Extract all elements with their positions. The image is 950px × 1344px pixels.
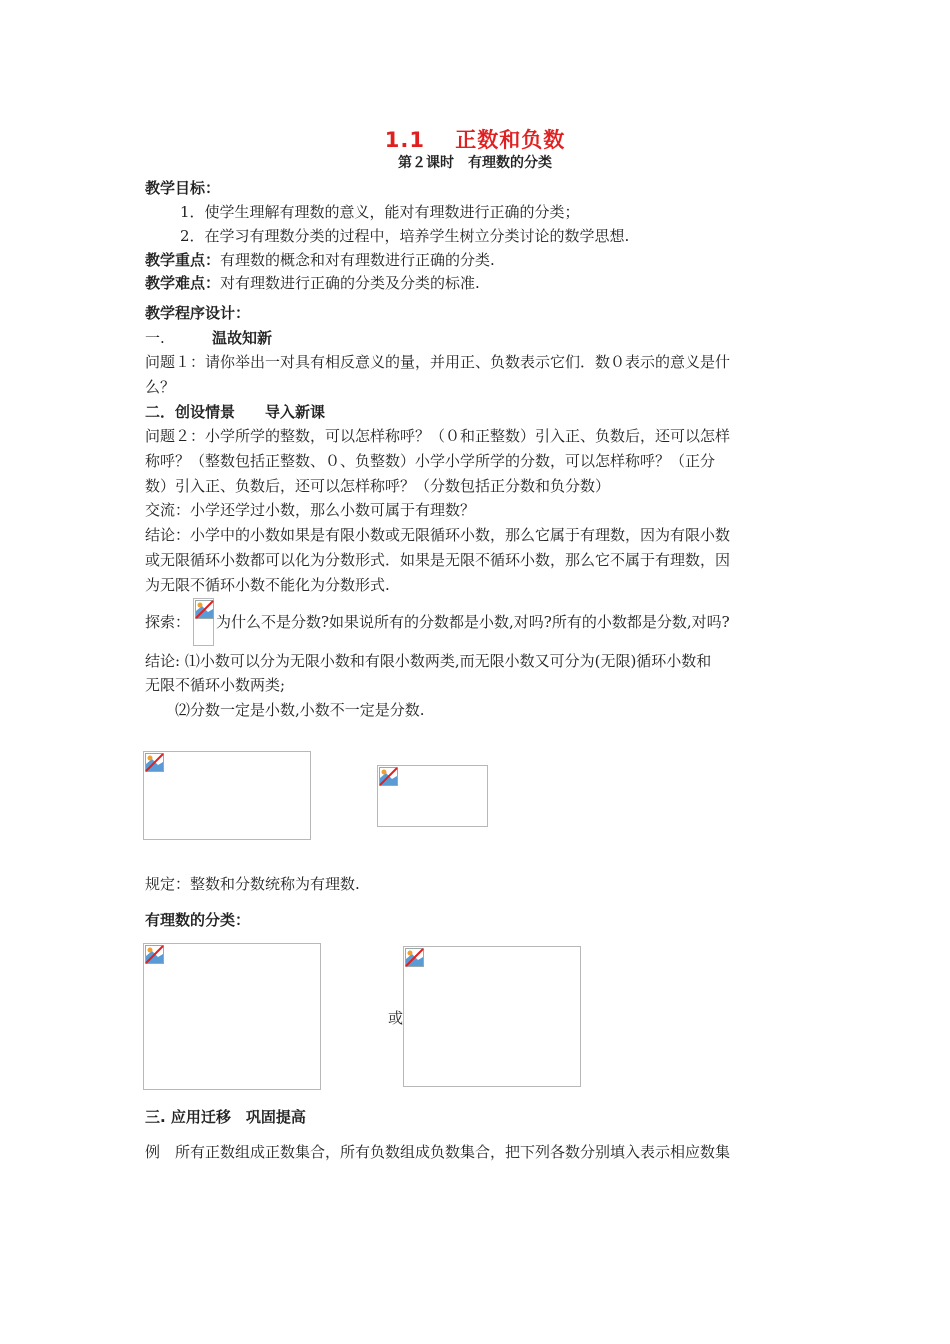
objective-item-2: 2．在学习有理数分类的过程中，培养学生树立分类讨论的数学思想. — [180, 227, 630, 245]
or-text: 或 — [388, 1009, 404, 1027]
conclusion1-line3: 为无限不循环小数不能化为分数形式. — [145, 576, 390, 594]
conclusion1-line2: 或无限循环小数都可以化为分数形式．如果是无限不循环小数，那么它不属于有理数，因 — [145, 551, 731, 569]
image-placeholder-1 — [143, 751, 311, 840]
question2-line2: 称呼？（整数包括正整数、０、负整数）小学小学所学的分数，可以怎样称呼？（正分 — [145, 452, 716, 470]
conclusion2-line3: ⑵分数一定是小数,小数不一定是分数. — [175, 701, 425, 719]
conclusion1-line1: 结论：小学中的小数如果是有限小数或无限循环小数，那么它属于有理数，因为有限小数 — [145, 526, 731, 544]
conclusion2-line1: 结论: ⑴小数可以分为无限小数和有限小数两类,而无限小数又可分为(无限)循环小数和 — [145, 652, 712, 670]
question1-line2: 么？ — [145, 378, 176, 396]
page-subtitle: 第２课时 有理数的分类 — [398, 155, 552, 171]
section2-title: 二．创设情景 导入新课 — [145, 403, 326, 421]
difficulty — [145, 273, 480, 293]
question2-line1: 问题２：小学所学的整数，可以怎样称呼？（０和正整数）引入正、负数后，还可以怎样 — [145, 427, 731, 445]
section1-title: 温故知新 — [212, 329, 273, 347]
example-text: 例 所有正数组成正数集合，所有负数组成负数集合，把下列各数分别填入表示相应数集 — [145, 1143, 731, 1161]
section1-number: 一. — [145, 329, 165, 347]
broken-image-icon — [405, 948, 424, 967]
key-point-text: 有理数的概念和对有理数进行正确的分类. — [220, 251, 495, 269]
question1-line1: 问题１：请你举出一对具有相反意义的量，并用正、负数表示它们．数０表示的意义是什 — [145, 353, 731, 371]
difficulty-text: 对有理数进行正确的分类及分类的标准. — [220, 274, 480, 292]
procedure-heading: 教学程序设计： — [145, 304, 251, 322]
inline-image-placeholder — [193, 598, 214, 646]
broken-image-icon — [145, 945, 164, 964]
key-point-label: 教学重点： — [145, 251, 221, 269]
broken-image-icon — [195, 600, 214, 619]
key-point — [145, 250, 495, 270]
page-title: 1.1 正数和负数 — [384, 128, 566, 152]
objective-item-1: 1．使学生理解有理数的意义，能对有理数进行正确的分类； — [180, 203, 580, 221]
classification-heading: 有理数的分类： — [145, 911, 251, 929]
image-placeholder-2 — [377, 765, 488, 827]
question2-line3: 数）引入正、负数后，还可以怎样称呼？（分数包括正分数和负分数） — [145, 477, 611, 495]
explore-text: 为什么不是分数?如果说所有的分数都是小数,对吗?所有的小数都是分数,对吗? — [216, 613, 730, 631]
classification-diagram-2 — [403, 946, 581, 1087]
difficulty-label: 教学难点： — [145, 274, 221, 292]
section3-title: 三. 应用迁移 巩固提高 — [145, 1108, 306, 1126]
objectives-heading: 教学目标： — [145, 179, 221, 197]
explore-label: 探索： — [145, 613, 191, 631]
conclusion2-line2: 无限不循环小数两类; — [145, 676, 286, 694]
classification-diagram-1 — [143, 943, 321, 1090]
broken-image-icon — [379, 767, 398, 786]
rule-text: 规定：整数和分数统称为有理数. — [145, 875, 360, 893]
exchange-text: 交流：小学还学过小数，那么小数可属于有理数？ — [145, 501, 476, 519]
broken-image-icon — [145, 753, 164, 772]
